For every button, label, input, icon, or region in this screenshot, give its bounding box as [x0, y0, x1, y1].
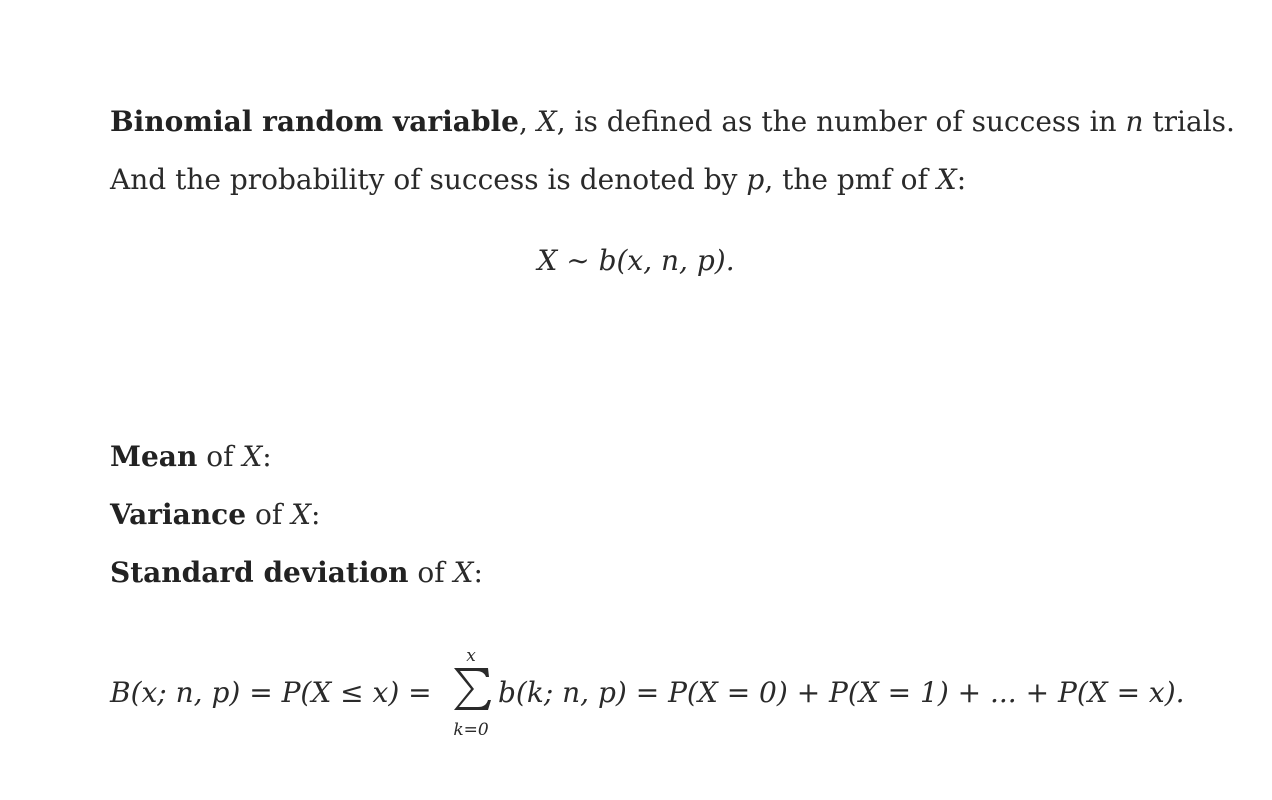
of-text: of	[417, 556, 445, 589]
variable-x: X	[936, 163, 957, 196]
variable-n: n	[1125, 105, 1144, 138]
definition-line-1	[110, 105, 1235, 138]
probability-text: And the probability of success is denoted by	[110, 163, 738, 196]
variable-x: X	[242, 440, 263, 473]
variable-p: p	[746, 163, 765, 196]
definition-line-2	[110, 163, 967, 196]
variable-x: X	[291, 498, 312, 531]
summation	[446, 644, 496, 744]
variance-line	[110, 498, 321, 531]
standard-deviation-line	[110, 556, 483, 589]
colon: :	[473, 556, 483, 589]
term-mean: Mean	[110, 440, 198, 473]
definition-end: trials.	[1152, 105, 1235, 138]
definition-text: , is defined as the number of success in	[556, 105, 1117, 138]
of-text: of	[206, 440, 234, 473]
mean-line	[110, 440, 272, 473]
pmf-text: , the pmf of	[764, 163, 928, 196]
variable-x: X	[536, 105, 557, 138]
of-text: of	[254, 498, 283, 531]
sum-upper-limit: x	[466, 646, 476, 666]
sum-lower-limit: k=0	[453, 720, 489, 740]
cdf-left-side: B(x; n, p) = P(X ≤ x) =	[110, 676, 432, 709]
sigma-icon	[446, 666, 496, 712]
cdf-right-side: b(k; n, p) = P(X = 0) + P(X = 1) + ... + P(X = x).	[498, 676, 1185, 709]
colon: :	[262, 440, 272, 473]
variable-x: X	[453, 556, 474, 589]
pmf-equation: X ∼ b(x, n, p).	[537, 244, 735, 277]
colon: :	[956, 163, 967, 196]
comma: ,	[518, 105, 528, 138]
term-variance: Variance	[110, 498, 247, 531]
term-binomial-random-variable: Binomial random variable	[110, 105, 519, 138]
colon: :	[311, 498, 321, 531]
term-standard-deviation: Standard deviation	[110, 556, 409, 589]
